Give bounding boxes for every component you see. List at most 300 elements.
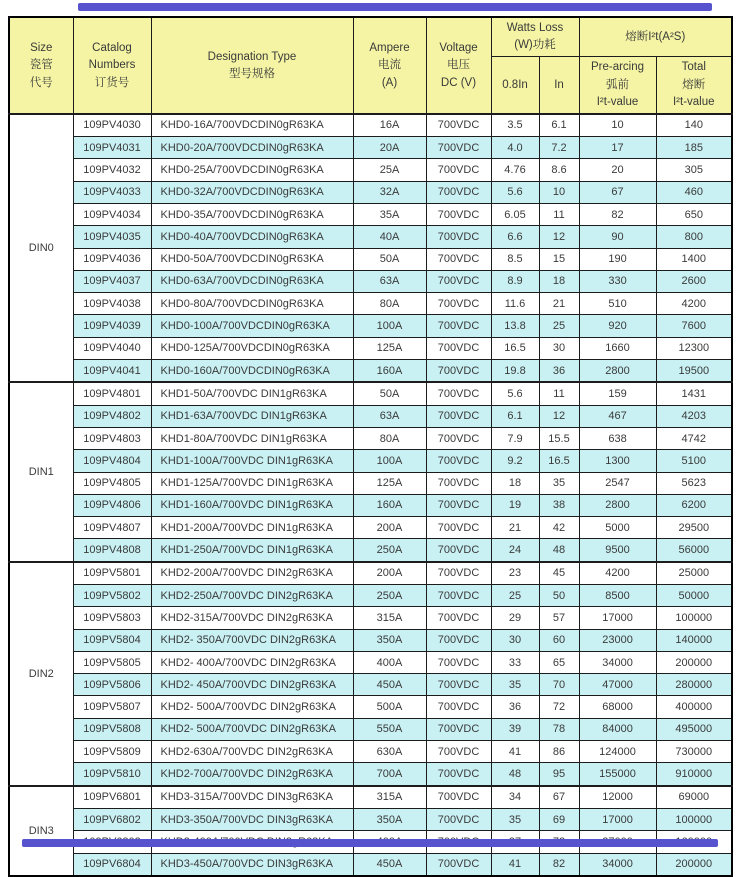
prearcing-i2t-cell: 8500 [579, 584, 656, 606]
table-row [9, 270, 732, 292]
total-i2t-cell: 5100 [656, 450, 732, 472]
designation-cell: KHD2- 350A/700VDC DIN2gR63KA [151, 629, 353, 651]
table-row [9, 337, 732, 359]
watts-0-8in-label: 0.8In [502, 78, 528, 91]
designation-cell: KHD1-200A/700VDC DIN1gR63KA [151, 517, 353, 539]
designation-cell: KHD0-80A/700VDCDIN0gR63KA [151, 293, 353, 315]
catalog-number-cell: 109PV4806 [73, 494, 151, 516]
total-i2t-cell: 2600 [656, 270, 732, 292]
catalog-number-cell: 109PV4041 [73, 360, 151, 383]
ampere-cell: 40A [353, 226, 426, 248]
designation-cell: KHD0-35A/700VDCDIN0gR63KA [151, 203, 353, 225]
watts-in-cell: 82 [539, 853, 579, 876]
watts-loss-title-en: Watts Loss [506, 22, 564, 34]
designation-cell: KHD1-125A/700VDC DIN1gR63KA [151, 472, 353, 494]
catalog-number-cell: 109PV4034 [73, 203, 151, 225]
prearcing-i2t-cell: 17 [579, 137, 656, 159]
watts-in-cell: 36 [539, 360, 579, 383]
ampere-cell: 160A [353, 360, 426, 383]
designation-cell: KHD0-32A/700VDCDIN0gR63KA [151, 181, 353, 203]
total-i2t-cell: 200000 [656, 651, 732, 673]
voltage-cell: 700VDC [426, 629, 491, 651]
total-i2t-cell: 19500 [656, 360, 732, 383]
voltage-cell: 700VDC [426, 159, 491, 181]
ampere-cell: 125A [353, 472, 426, 494]
table-row [9, 293, 732, 315]
watts-in-cell: 10 [539, 181, 579, 203]
table-row [9, 607, 732, 629]
ampere-cell: 63A [353, 270, 426, 292]
watts-in-cell: 95 [539, 763, 579, 786]
table-row [9, 137, 732, 159]
table-row [9, 226, 732, 248]
voltage-cell: 700VDC [426, 181, 491, 203]
watts-in-cell: 57 [539, 607, 579, 629]
designation-cell: KHD2- 450A/700VDC DIN2gR63KA [151, 674, 353, 696]
prearcing-label-unit: I²t-value [596, 95, 639, 108]
designation-cell: KHD0-20A/700VDCDIN0gR63KA [151, 137, 353, 159]
designation-cell: KHD0-16A/700VDCDIN0gR63KA [151, 114, 353, 137]
prearcing-i2t-cell: 82 [579, 203, 656, 225]
prearcing-i2t-cell: 638 [579, 427, 656, 449]
watts-0-8in-cell: 13.8 [491, 315, 539, 337]
table-row [9, 786, 732, 809]
watts-0-8in-cell: 29 [491, 607, 539, 629]
col-header-designation-cn: 型号规格 [229, 67, 275, 80]
prearcing-i2t-cell: 155000 [579, 763, 656, 786]
voltage-cell: 700VDC [426, 360, 491, 383]
voltage-cell: 700VDC [426, 696, 491, 718]
watts-in-cell: 78 [539, 718, 579, 740]
watts-0-8in-cell: 30 [491, 629, 539, 651]
table-row [9, 494, 732, 516]
col-header-voltage [426, 17, 491, 114]
prearcing-i2t-cell: 467 [579, 405, 656, 427]
ampere-cell: 450A [353, 674, 426, 696]
watts-0-8in-cell: 19 [491, 494, 539, 516]
table-row [9, 674, 732, 696]
designation-cell: KHD3-450A/700VDC DIN3gR63KA [151, 853, 353, 876]
designation-cell: KHD0-50A/700VDCDIN0gR63KA [151, 248, 353, 270]
catalog-number-cell: 109PV6804 [73, 853, 151, 876]
designation-cell: KHD2-700A/700VDC DIN2gR63KA [151, 763, 353, 786]
watts-in-cell: 11 [539, 203, 579, 225]
col-header-designation-en: Designation Type [207, 50, 297, 63]
ampere-cell: 450A [353, 853, 426, 876]
watts-0-8in-cell: 7.9 [491, 427, 539, 449]
catalog-number-cell: 109PV5810 [73, 763, 151, 786]
table-row [9, 360, 732, 383]
prearcing-i2t-cell: 159 [579, 382, 656, 405]
prearcing-i2t-cell: 1660 [579, 337, 656, 359]
table-row [9, 808, 732, 830]
designation-cell: KHD0-25A/700VDCDIN0gR63KA [151, 159, 353, 181]
total-i2t-cell: 50000 [656, 584, 732, 606]
watts-in-cell: 86 [539, 741, 579, 763]
catalog-number-cell: 109PV4807 [73, 517, 151, 539]
prearcing-i2t-cell: 67 [579, 181, 656, 203]
watts-0-8in-cell: 19.8 [491, 360, 539, 383]
designation-cell: KHD0-160A/700VDCDIN0gR63KA [151, 360, 353, 383]
watts-in-cell: 11 [539, 382, 579, 405]
catalog-number-cell: 109PV4039 [73, 315, 151, 337]
designation-cell: KHD1-250A/700VDC DIN1gR63KA [151, 539, 353, 562]
voltage-cell: 700VDC [426, 808, 491, 830]
table-row [9, 629, 732, 651]
voltage-cell: 700VDC [426, 494, 491, 516]
watts-0-8in-cell: 18 [491, 472, 539, 494]
watts-0-8in-cell: 35 [491, 808, 539, 830]
col-group-i2t [579, 17, 732, 56]
watts-in-cell: 50 [539, 584, 579, 606]
total-i2t-cell: 100000 [656, 607, 732, 629]
designation-cell: KHD3-315A/700VDC DIN3gR63KA [151, 786, 353, 809]
col-header-catalog-cn: 订货号 [94, 76, 130, 89]
voltage-cell: 700VDC [426, 248, 491, 270]
prearcing-i2t-cell: 17000 [579, 808, 656, 830]
total-label-en: Total [681, 61, 706, 74]
watts-0-8in-cell: 3.5 [491, 114, 539, 137]
ampere-cell: 100A [353, 450, 426, 472]
col-header-watts-in [539, 56, 579, 114]
total-i2t-cell: 5623 [656, 472, 732, 494]
total-i2t-cell: 800 [656, 226, 732, 248]
watts-in-cell: 72 [539, 696, 579, 718]
ampere-cell: 25A [353, 159, 426, 181]
voltage-cell: 700VDC [426, 472, 491, 494]
prearcing-i2t-cell: 5000 [579, 517, 656, 539]
ampere-cell: 700A [353, 763, 426, 786]
catalog-number-cell: 109PV6801 [73, 786, 151, 809]
watts-in-cell: 35 [539, 472, 579, 494]
prearcing-i2t-cell: 190 [579, 248, 656, 270]
catalog-number-cell: 109PV4031 [73, 137, 151, 159]
voltage-cell: 700VDC [426, 741, 491, 763]
designation-cell: KHD2-630A/700VDC DIN2gR63KA [151, 741, 353, 763]
prearcing-i2t-cell: 4200 [579, 562, 656, 585]
prearcing-i2t-cell: 12000 [579, 786, 656, 809]
watts-0-8in-cell: 8.9 [491, 270, 539, 292]
prearcing-i2t-cell: 34000 [579, 651, 656, 673]
watts-0-8in-cell: 48 [491, 763, 539, 786]
col-header-voltage-en: Voltage [439, 41, 478, 54]
catalog-number-cell: 109PV5809 [73, 741, 151, 763]
col-header-ampere-unit: (A) [381, 76, 398, 89]
prearcing-i2t-cell: 2800 [579, 494, 656, 516]
watts-in-cell: 67 [539, 786, 579, 809]
catalog-number-cell: 109PV4035 [73, 226, 151, 248]
ampere-cell: 63A [353, 405, 426, 427]
catalog-number-cell: 109PV5804 [73, 629, 151, 651]
watts-in-cell: 45 [539, 562, 579, 585]
watts-0-8in-cell: 41 [491, 853, 539, 876]
watts-in-cell: 8.6 [539, 159, 579, 181]
catalog-number-cell: 109PV4801 [73, 382, 151, 405]
voltage-cell: 700VDC [426, 450, 491, 472]
total-i2t-cell: 140 [656, 114, 732, 137]
total-i2t-cell: 400000 [656, 696, 732, 718]
ampere-cell: 50A [353, 248, 426, 270]
table-row [9, 562, 732, 585]
voltage-cell: 700VDC [426, 427, 491, 449]
watts-in-cell: 7.2 [539, 137, 579, 159]
watts-loss-title-cn: (W)功耗 [514, 39, 556, 52]
total-i2t-cell: 495000 [656, 718, 732, 740]
ampere-cell: 350A [353, 808, 426, 830]
table-row [9, 763, 732, 786]
prearcing-label-cn: 弧前 [606, 78, 630, 91]
ampere-cell: 160A [353, 494, 426, 516]
voltage-cell: 700VDC [426, 763, 491, 786]
catalog-number-cell: 109PV4033 [73, 181, 151, 203]
table-row [9, 203, 732, 225]
watts-0-8in-cell: 25 [491, 584, 539, 606]
voltage-cell: 700VDC [426, 114, 491, 137]
watts-0-8in-cell: 23 [491, 562, 539, 585]
total-i2t-cell: 730000 [656, 741, 732, 763]
prearcing-i2t-cell: 1300 [579, 450, 656, 472]
voltage-cell: 700VDC [426, 674, 491, 696]
designation-cell: KHD1-160A/700VDC DIN1gR63KA [151, 494, 353, 516]
watts-0-8in-cell: 9.2 [491, 450, 539, 472]
catalog-number-cell: 109PV4038 [73, 293, 151, 315]
voltage-cell: 700VDC [426, 293, 491, 315]
watts-0-8in-cell: 36 [491, 696, 539, 718]
watts-0-8in-cell: 8.5 [491, 248, 539, 270]
voltage-cell: 700VDC [426, 607, 491, 629]
prearcing-i2t-cell: 920 [579, 315, 656, 337]
total-i2t-cell: 185 [656, 137, 732, 159]
col-header-voltage-unit: DC (V) [440, 76, 477, 89]
prearcing-i2t-cell: 68000 [579, 696, 656, 718]
watts-in-cell: 18 [539, 270, 579, 292]
voltage-cell: 700VDC [426, 786, 491, 809]
designation-cell: KHD3-350A/700VDC DIN3gR63KA [151, 808, 353, 830]
table-row [9, 651, 732, 673]
total-i2t-cell: 7600 [656, 315, 732, 337]
designation-cell: KHD0-63A/700VDCDIN0gR63KA [151, 270, 353, 292]
watts-in-cell: 60 [539, 629, 579, 651]
watts-0-8in-cell: 41 [491, 741, 539, 763]
col-header-size-en: Size [30, 41, 53, 54]
designation-cell: KHD0-100A/700VDCDIN0gR63KA [151, 315, 353, 337]
voltage-cell: 700VDC [426, 539, 491, 562]
ampere-cell: 315A [353, 786, 426, 809]
watts-in-cell: 42 [539, 517, 579, 539]
designation-cell: KHD2-200A/700VDC DIN2gR63KA [151, 562, 353, 585]
voltage-cell: 700VDC [426, 517, 491, 539]
table-row [9, 427, 732, 449]
ampere-cell: 125A [353, 337, 426, 359]
prearcing-i2t-cell: 124000 [579, 741, 656, 763]
total-label-unit: I²t-value [672, 95, 715, 108]
table-row [9, 159, 732, 181]
col-header-watts-0-8in [491, 56, 539, 114]
ampere-cell: 250A [353, 539, 426, 562]
catalog-number-cell: 109PV5802 [73, 584, 151, 606]
voltage-cell: 700VDC [426, 405, 491, 427]
table-row [9, 517, 732, 539]
catalog-number-cell: 109PV4805 [73, 472, 151, 494]
fuse-spec-table [8, 16, 733, 877]
prearcing-i2t-cell: 330 [579, 270, 656, 292]
total-i2t-cell: 4742 [656, 427, 732, 449]
total-i2t-cell: 200000 [656, 853, 732, 876]
total-i2t-cell: 910000 [656, 763, 732, 786]
ampere-cell: 550A [353, 718, 426, 740]
watts-0-8in-cell: 6.05 [491, 203, 539, 225]
voltage-cell: 700VDC [426, 584, 491, 606]
ampere-cell: 400A [353, 651, 426, 673]
col-header-ampere-cn: 电流 [378, 59, 401, 72]
catalog-number-cell: 109PV4808 [73, 539, 151, 562]
voltage-cell: 700VDC [426, 718, 491, 740]
total-i2t-cell: 1400 [656, 248, 732, 270]
ampere-cell: 50A [353, 382, 426, 405]
table-row [9, 853, 732, 876]
designation-cell: KHD0-125A/700VDCDIN0gR63KA [151, 337, 353, 359]
size-group-label: DIN0 [9, 114, 73, 383]
ampere-cell: 80A [353, 427, 426, 449]
total-i2t-cell: 1431 [656, 382, 732, 405]
catalog-number-cell: 109PV4030 [73, 114, 151, 137]
ampere-cell: 16A [353, 114, 426, 137]
ampere-cell: 32A [353, 181, 426, 203]
ampere-cell: 350A [353, 629, 426, 651]
prearcing-i2t-cell: 9500 [579, 539, 656, 562]
table-row [9, 450, 732, 472]
prearcing-i2t-cell: 47000 [579, 674, 656, 696]
watts-in-cell: 15.5 [539, 427, 579, 449]
col-header-size-cn2: 代号 [29, 76, 53, 89]
bottom-accent-bar [22, 839, 718, 847]
total-i2t-cell: 140000 [656, 629, 732, 651]
table-row [9, 405, 732, 427]
designation-cell: KHD2-315A/700VDC DIN2gR63KA [151, 607, 353, 629]
watts-0-8in-cell: 24 [491, 539, 539, 562]
prearcing-i2t-cell: 34000 [579, 853, 656, 876]
catalog-number-cell: 109PV4803 [73, 427, 151, 449]
size-group-label: DIN3 [9, 786, 73, 876]
catalog-number-cell: 109PV4037 [73, 270, 151, 292]
catalog-number-cell: 109PV5808 [73, 718, 151, 740]
voltage-cell: 700VDC [426, 270, 491, 292]
ampere-cell: 500A [353, 696, 426, 718]
total-i2t-cell: 460 [656, 181, 732, 203]
catalog-number-cell: 109PV6802 [73, 808, 151, 830]
ampere-cell: 80A [353, 293, 426, 315]
watts-in-cell: 12 [539, 405, 579, 427]
prearcing-i2t-cell: 17000 [579, 607, 656, 629]
col-group-watts-loss [491, 17, 579, 56]
designation-cell: KHD0-40A/700VDCDIN0gR63KA [151, 226, 353, 248]
ampere-cell: 200A [353, 562, 426, 585]
table-row [9, 718, 732, 740]
watts-in-cell: 48 [539, 539, 579, 562]
watts-0-8in-cell: 4.0 [491, 137, 539, 159]
prearcing-i2t-cell: 2547 [579, 472, 656, 494]
watts-in-label: In [554, 78, 564, 91]
ampere-cell: 250A [353, 584, 426, 606]
size-group-label: DIN2 [9, 562, 73, 786]
voltage-cell: 700VDC [426, 853, 491, 876]
table-row [9, 382, 732, 405]
catalog-number-cell: 109PV4802 [73, 405, 151, 427]
table-row [9, 114, 732, 137]
watts-in-cell: 6.1 [539, 114, 579, 137]
col-header-size-cn1: 瓷管 [29, 59, 53, 72]
watts-in-cell: 38 [539, 494, 579, 516]
col-header-catalog-en2: Numbers [88, 59, 136, 72]
ampere-cell: 630A [353, 741, 426, 763]
voltage-cell: 700VDC [426, 203, 491, 225]
watts-0-8in-cell: 39 [491, 718, 539, 740]
watts-in-cell: 69 [539, 808, 579, 830]
ampere-cell: 20A [353, 137, 426, 159]
watts-0-8in-cell: 5.6 [491, 181, 539, 203]
watts-0-8in-cell: 35 [491, 674, 539, 696]
designation-cell: KHD1-50A/700VDC DIN1gR63KA [151, 382, 353, 405]
voltage-cell: 700VDC [426, 337, 491, 359]
total-i2t-cell: 305 [656, 159, 732, 181]
watts-0-8in-cell: 16.5 [491, 337, 539, 359]
prearcing-i2t-cell: 2800 [579, 360, 656, 383]
total-i2t-cell: 25000 [656, 562, 732, 585]
watts-in-cell: 16.5 [539, 450, 579, 472]
voltage-cell: 700VDC [426, 226, 491, 248]
prearcing-i2t-cell: 23000 [579, 629, 656, 651]
ampere-cell: 100A [353, 315, 426, 337]
watts-0-8in-cell: 6.1 [491, 405, 539, 427]
watts-0-8in-cell: 5.6 [491, 382, 539, 405]
top-accent-bar [78, 3, 712, 11]
watts-in-cell: 65 [539, 651, 579, 673]
watts-0-8in-cell: 4.76 [491, 159, 539, 181]
catalog-number-cell: 109PV4036 [73, 248, 151, 270]
ampere-cell: 35A [353, 203, 426, 225]
prearcing-i2t-cell: 20 [579, 159, 656, 181]
total-i2t-cell: 280000 [656, 674, 732, 696]
col-header-voltage-cn: 电压 [447, 59, 470, 72]
watts-in-cell: 70 [539, 674, 579, 696]
total-i2t-cell: 100000 [656, 808, 732, 830]
col-header-ampere [353, 17, 426, 114]
watts-0-8in-cell: 11.6 [491, 293, 539, 315]
voltage-cell: 700VDC [426, 315, 491, 337]
table-row [9, 315, 732, 337]
catalog-number-cell: 109PV4804 [73, 450, 151, 472]
catalog-number-cell: 109PV4032 [73, 159, 151, 181]
prearcing-i2t-cell: 510 [579, 293, 656, 315]
watts-0-8in-cell: 34 [491, 786, 539, 809]
prearcing-label-en: Pre-arcing [590, 61, 645, 74]
table-row [9, 741, 732, 763]
catalog-number-cell: 109PV5801 [73, 562, 151, 585]
total-i2t-cell: 56000 [656, 539, 732, 562]
designation-cell: KHD1-80A/700VDC DIN1gR63KA [151, 427, 353, 449]
catalog-number-cell: 109PV5806 [73, 674, 151, 696]
catalog-number-cell: 109PV5803 [73, 607, 151, 629]
voltage-cell: 700VDC [426, 651, 491, 673]
table-row [9, 584, 732, 606]
col-header-ampere-en: Ampere [369, 41, 410, 54]
watts-0-8in-cell: 33 [491, 651, 539, 673]
watts-in-cell: 21 [539, 293, 579, 315]
catalog-number-cell: 109PV4040 [73, 337, 151, 359]
designation-cell: KHD2- 400A/700VDC DIN2gR63KA [151, 651, 353, 673]
total-label-cn: 熔断 [682, 78, 706, 91]
designation-cell: KHD2-250A/700VDC DIN2gR63KA [151, 584, 353, 606]
